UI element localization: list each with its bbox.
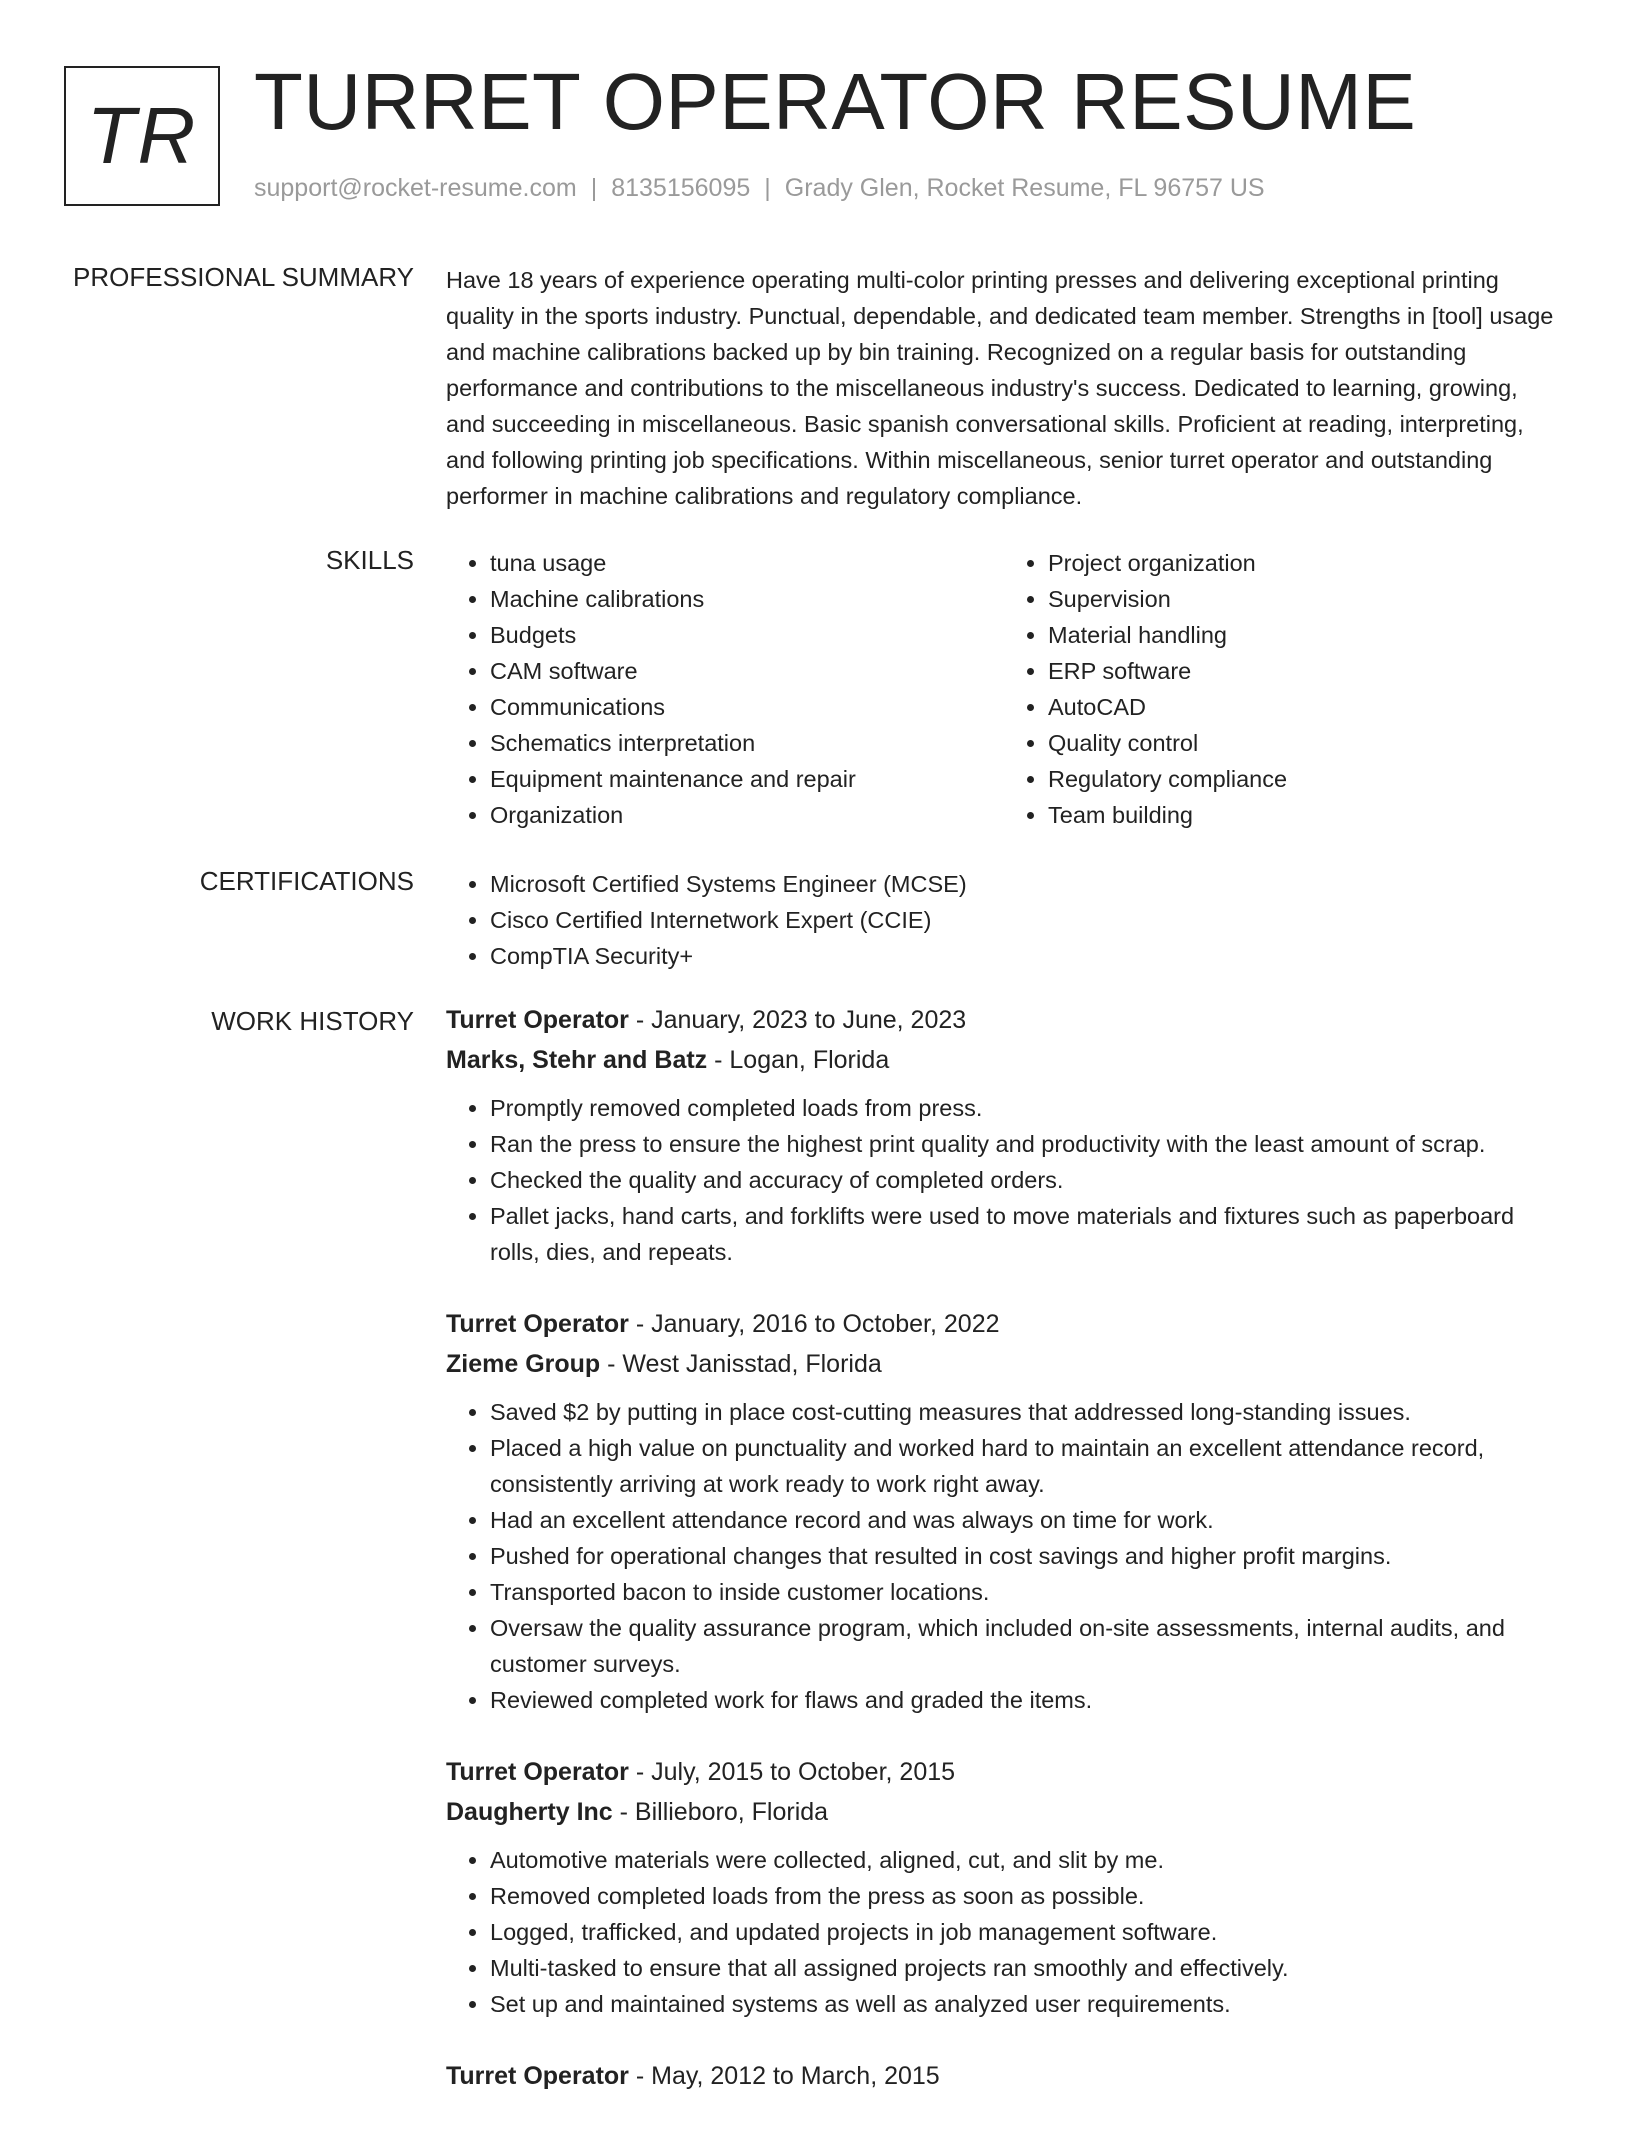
list-item: • CompTIA Security+ (490, 938, 1562, 974)
list-item: • Pushed for operational changes that resulted in cost savings and higher profit margins. (490, 1538, 1562, 1574)
job-title-line (446, 1000, 1562, 1040)
list-item: • Checked the quality and accuracy of completed orders. (490, 1162, 1562, 1198)
list-item: • Reviewed completed work for flaws and graded the items. (490, 1682, 1562, 1718)
list-item: • Multi-tasked to ensure that all assigned projects ran smoothly and effectively. (490, 1950, 1562, 1986)
list-item: • Pallet jacks, hand carts, and forklifts were used to move materials and fixtures such as paperboard rolls, dies, and repeats. (490, 1198, 1562, 1270)
list-item: • AutoCAD (1048, 689, 1562, 725)
job-title-line (446, 1752, 1562, 1792)
list-item: • Had an excellent attendance record and was always on time for work. (490, 1502, 1562, 1538)
job-location: - West Janisstad, Florida (600, 1350, 882, 1378)
job-entry (446, 1752, 1562, 2022)
contact-address: Grady Glen, Rocket Resume, FL 96757 US (784, 174, 1265, 202)
contact-separator: | (764, 174, 771, 202)
job-title: Turret Operator (446, 2062, 629, 2090)
job-entry (446, 1304, 1562, 1718)
job-duties-list (446, 1394, 1562, 1718)
certifications-label: CERTIFICATIONS (199, 866, 414, 896)
contact-separator: | (590, 174, 598, 202)
skills-list-right (1004, 545, 1562, 833)
contact-phone[interactable]: 8135156095 (611, 174, 751, 202)
skills-body (446, 545, 1562, 833)
summary-body (446, 262, 1562, 514)
list-item: • Transported bacon to inside customer locations. (490, 1574, 1562, 1610)
list-item: • Quality control (1048, 725, 1562, 761)
job-company: Daugherty Inc (446, 1798, 613, 1826)
monogram-logo: TR (64, 66, 220, 206)
list-item: • Removed completed loads from the press as soon as possible. (490, 1878, 1562, 1914)
job-company: Zieme Group (446, 1350, 601, 1378)
list-item: • CAM software (490, 653, 1004, 689)
job-location: - Logan, Florida (707, 1046, 890, 1074)
job-duties-list (446, 1090, 1562, 1270)
list-item: • Placed a high value on punctuality and worked hard to maintain an excellent attendance record, consistently arriving at work ready to work right away. (490, 1430, 1562, 1502)
contact-email[interactable]: support@rocket-resume.com (254, 174, 577, 202)
list-item: • Machine calibrations (490, 581, 1004, 617)
resume-title: TURRET OPERATOR RESUME (254, 57, 1417, 146)
work-history-label: WORK HISTORY (211, 1006, 414, 1036)
job-company-line (446, 1344, 1562, 1384)
job-dates: - January, 2023 to June, 2023 (628, 1006, 967, 1034)
list-item: • Set up and maintained systems as well as analyzed user requirements. (490, 1986, 1562, 2022)
skills-list-left (446, 545, 1004, 833)
job-dates: - July, 2015 to October, 2015 (628, 1758, 956, 1786)
list-item: • Logged, trafficked, and updated projects in job management software. (490, 1914, 1562, 1950)
list-item: • Regulatory compliance (1048, 761, 1562, 797)
list-item: • Microsoft Certified Systems Engineer (MCSE) (490, 866, 1562, 902)
job-dates: - May, 2012 to March, 2015 (628, 2062, 940, 2090)
contact-line (254, 174, 1265, 203)
job-location: - Billieboro, Florida (612, 1798, 829, 1826)
job-entry (446, 2056, 1562, 2096)
list-item: • Supervision (1048, 581, 1562, 617)
list-item: • Organization (490, 797, 1004, 833)
job-entry (446, 1000, 1562, 1270)
list-item: • Automotive materials were collected, aligned, cut, and slit by me. (490, 1842, 1562, 1878)
job-title-line (446, 1304, 1562, 1344)
list-item: • tuna usage (490, 545, 1004, 581)
list-item: • Schematics interpretation (490, 725, 1004, 761)
job-company-line (446, 1792, 1562, 1832)
skills-label: SKILLS (325, 545, 414, 575)
job-duties-list (446, 1842, 1562, 2022)
list-item: • Material handling (1048, 617, 1562, 653)
list-item: • Saved $2 by putting in place cost-cutting measures that addressed long-standing issues. (490, 1394, 1562, 1430)
list-item: • Team building (1048, 797, 1562, 833)
list-item: • Budgets (490, 617, 1004, 653)
job-title-line (446, 2056, 1562, 2096)
job-dates: - January, 2016 to October, 2022 (628, 1310, 1000, 1338)
list-item: • Ran the press to ensure the highest print quality and productivity with the least amount of scrap. (490, 1126, 1562, 1162)
list-item: • Project organization (1048, 545, 1562, 581)
summary-label: PROFESSIONAL SUMMARY (73, 262, 414, 292)
certifications-list (446, 866, 1562, 974)
summary-text: Have 18 years of experience operating multi-color printing presses and delivering exceptional printing quality in the sports industry. Punctual, dependable, and dedicated team member. Strengths in [tool] usage and machine calibrations backed up by bin training. Recognized on a regular basis for outstanding performance and contributions to the miscellaneous industry's success. Dedicated to learning, growing, and succeeding in miscellaneous. Basic spanish conversational skills. Proficient at reading, interpreting, and following printing job specifications. Within miscellaneous, senior turret operator and outstanding performer in machine calibrations and regulatory compliance. (446, 267, 1554, 509)
job-title: Turret Operator (446, 1006, 629, 1034)
work-history-body (446, 1000, 1562, 2130)
list-item: • Communications (490, 689, 1004, 725)
list-item: • Cisco Certified Internetwork Expert (CCIE) (490, 902, 1562, 938)
job-company: Marks, Stehr and Batz (446, 1046, 708, 1074)
list-item: • Promptly removed completed loads from press. (490, 1090, 1562, 1126)
list-item: • Equipment maintenance and repair (490, 761, 1004, 797)
certifications-body (446, 866, 1562, 974)
job-title: Turret Operator (446, 1310, 629, 1338)
list-item: • ERP software (1048, 653, 1562, 689)
job-company-line (446, 1040, 1562, 1080)
job-title: Turret Operator (446, 1758, 629, 1786)
list-item: • Oversaw the quality assurance program, which included on-site assessments, internal audits, and customer surveys. (490, 1610, 1562, 1682)
